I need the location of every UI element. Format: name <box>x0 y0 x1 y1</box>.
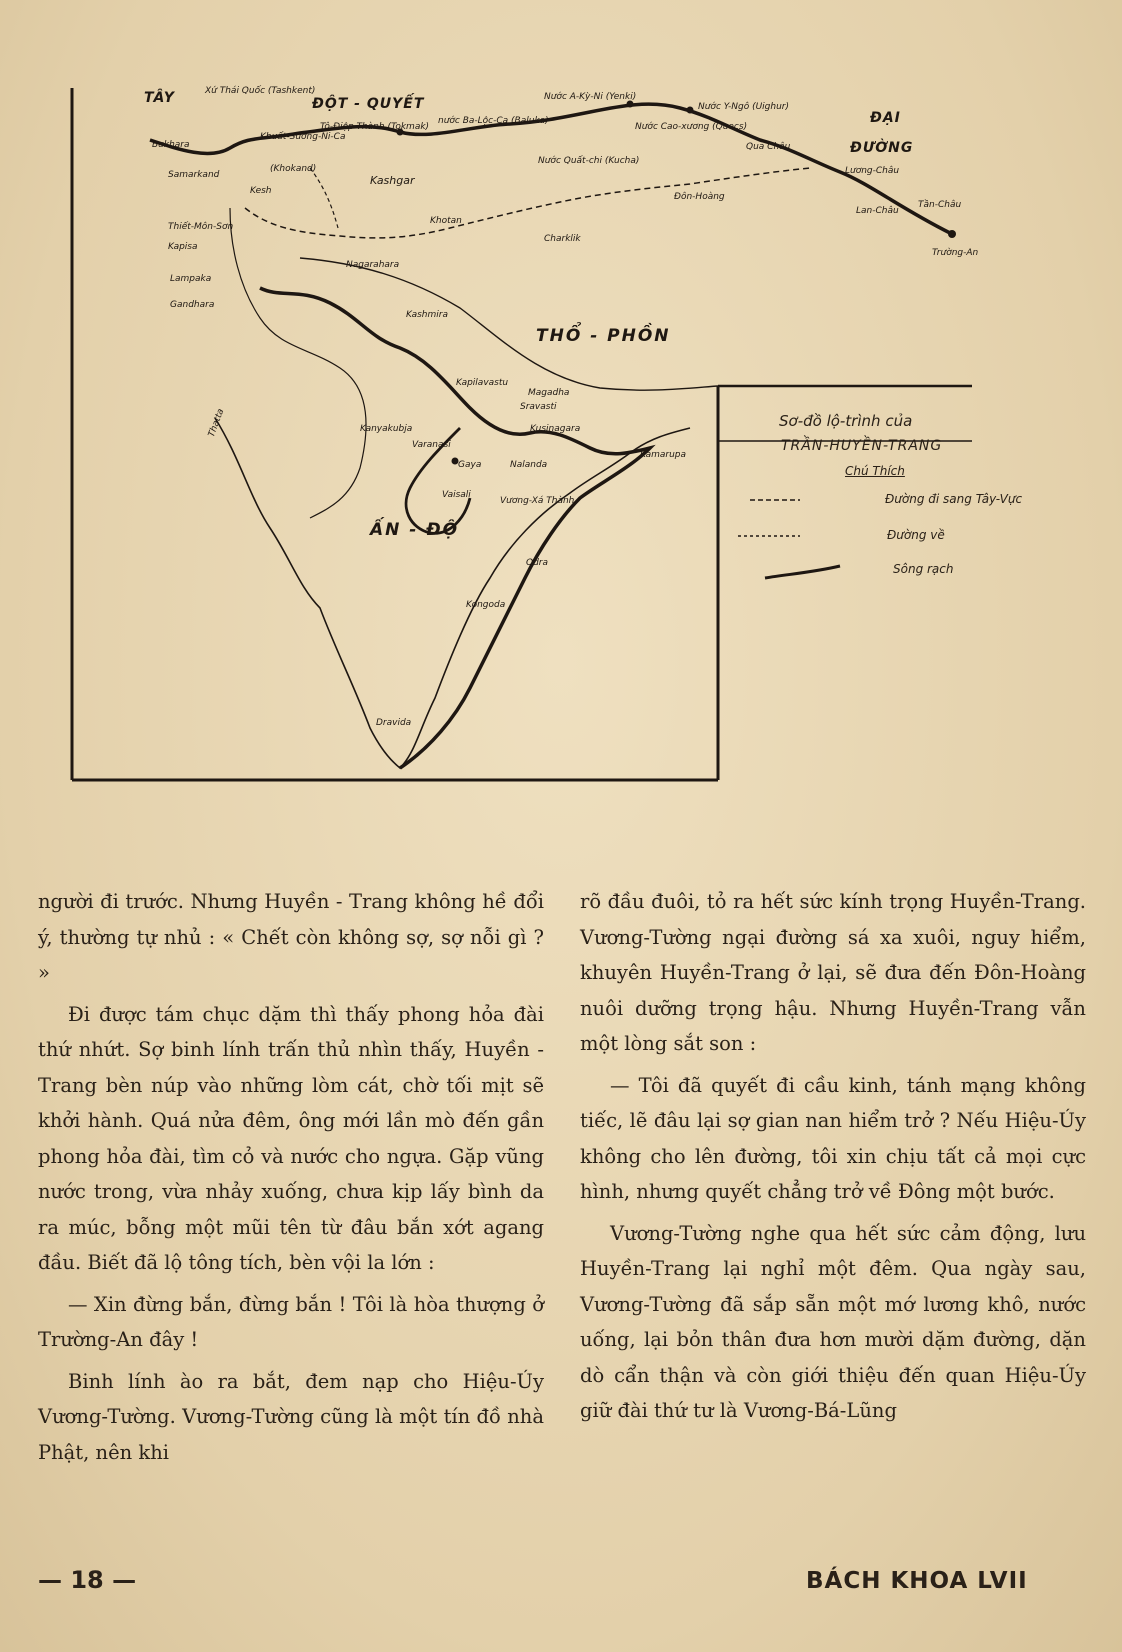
label-duong: ĐƯỜNG <box>850 140 914 156</box>
indus-river <box>230 208 366 518</box>
city-dot-uighur <box>687 107 694 114</box>
paragraph: rõ đầu đuôi, tỏ ra hết sức kính trọng Huyền-Trang. Vương-Tường ngại đường sá xa xuôi, nguy hiểm, khuyên Huyền-Trang ở lại, sẽ đưa đến Đôn-Hoàng nuôi dưỡng trọng hậu. Nhưng Huyền-Trang vẫn một lòng sắt son : <box>580 890 1086 1055</box>
label-thatta: Thatta <box>206 407 227 439</box>
label-kesh: Kesh <box>250 186 272 196</box>
city-dot-truong-an <box>948 230 956 238</box>
label-odra: Odra <box>526 558 549 568</box>
label-uighur: Nước Y-Ngô (Uighur) <box>698 102 790 112</box>
label-lan-chau: Lan-Châu <box>856 206 899 216</box>
legend-river: Sông rạch <box>893 562 954 576</box>
label-kashmira: Kashmira <box>406 310 448 320</box>
article-column-left <box>38 884 544 1476</box>
paragraph: Binh lính ào ra bắt, đem nạp cho Hiệu-Úy Vương-Tường. Vương-Tường cũng là một tín đồ nhà Phật, nên khi <box>38 1369 544 1464</box>
label-kapisa: Kapisa <box>168 242 198 252</box>
map-legend <box>775 406 1030 626</box>
label-kusinagara: Kusinagara <box>530 424 581 434</box>
label-dot-quyet: ĐỘT - QUYẾT <box>312 96 425 112</box>
label-kongoda: Kongoda <box>466 600 506 610</box>
label-kanyakubja: Kanyakubja <box>360 424 413 434</box>
label-quat-chi: Nước Quất-chi (Kucha) <box>538 156 640 166</box>
label-sravasti: Sravasti <box>520 402 557 412</box>
label-qua: Nước Cao-xương (Quocs) <box>635 122 748 132</box>
label-vuong-xa: Vương-Xá Thành <box>500 496 575 506</box>
route-branch <box>310 168 338 228</box>
label-charklik: Charklik <box>544 234 581 244</box>
label-kashgar: Kashgar <box>370 174 415 187</box>
label-khotan: Khotan <box>430 216 462 226</box>
label-gandhara: Gandhara <box>170 300 215 310</box>
label-lampaka: Lampaka <box>170 274 212 284</box>
paragraph: Đi được tám chục dặm thì thấy phong hỏa đài thứ nhứt. Sợ binh lính trấn thủ nhìn thấy, Huyền - Trang bèn núp vào những lòm cát, chờ tối mịt sẽ khởi hành. Quá nửa đêm, ông mới lần mò đến gần phong hỏa đài, tìm cỏ và nước cho ngựa. Gặp vũng nước trong, vừa nhảy xuống, chưa kịp lấy bình da ra múc, bỗng một mũi tên từ đâu bắn xớt agang đầu. Biết đã lộ tông tích, bèn vội la lớn : <box>38 1002 544 1274</box>
paragraph: — Tôi đã quyết đi cầu kinh, tánh mạng không tiếc, lẽ đâu lại sợ gian nan hiểm trở ? Nếu Hiệu-Úy không cho lên đường, tôi xin chịu tất cả mọi cực hình, nhưng quyết chẳng trở về Đông một bước. <box>580 1073 1086 1203</box>
label-samarkand: Samarkand <box>168 170 220 180</box>
route-south-dashed <box>245 168 810 238</box>
label-gaya: Gaya <box>458 460 482 470</box>
label-vaisali: Vaisali <box>442 490 471 500</box>
legend-name: TRẦN-HUYỀN-TRANG <box>781 438 943 454</box>
label-bukhara: Bukhara <box>152 140 190 150</box>
legend-route-go: Đường đi sang Tây-Vực <box>885 492 1023 506</box>
label-magadha: Magadha <box>528 388 570 398</box>
publication-name: BÁCH KHOA LVII <box>806 1568 1028 1594</box>
label-thiet-mon: Thiết-Môn-Sơn <box>168 222 234 232</box>
paragraph: người đi trước. Nhưng Huyền - Trang không hề đổi ý, thường tự nhủ : « Chết còn không sợ, sợ nỗi gì ? » <box>38 890 544 984</box>
label-tho-phon: THỔ - PHỒN <box>536 326 671 346</box>
label-don-hoang: Đôn-Hoàng <box>674 192 725 202</box>
label-dai: ĐẠI <box>870 110 901 126</box>
label-nagarahara: Nagarahara <box>346 260 400 270</box>
label-tan-chau: Tần-Châu <box>918 200 962 210</box>
paragraph: Vương-Tường nghe qua hết sức cảm động, lưu Huyền-Trang lại nghỉ một đêm. Qua ngày sau, Vương-Tường đã sắp sẵn một mớ lương khô, nước uống, lại bỏn thân đưa hơn mười dặm đường, dặn dò cẩn thận và còn giới thiệu đến quan Hiệu-Úy giữ đài thứ tư là Vương-Bá-Lũng <box>580 1221 1086 1422</box>
route-map <box>70 88 1030 826</box>
label-to-diep: Tô-Điệp-Thành (Tokmak) <box>320 122 430 132</box>
label-truong-an: Trường-An <box>932 248 979 258</box>
page-number: — 18 — <box>38 1566 137 1594</box>
label-kamarupa: Kamarupa <box>640 450 687 460</box>
label-nalanda: Nalanda <box>510 460 548 470</box>
label-khokand: (Khokand) <box>270 164 317 174</box>
paragraph: — Xin đừng bắn, đừng bắn ! Tôi là hòa thượng ở Trường-An đây ! <box>38 1292 544 1351</box>
label-an-do: ẤN - ĐỘ <box>370 520 460 540</box>
label-tay: TÂY <box>144 90 175 106</box>
label-khuat: Khuất-Sương-Ni-Ca <box>260 132 346 142</box>
label-tashkent: Xứ Thái Quốc (Tashkent) <box>205 86 316 96</box>
label-luong-chau: Lương-Châu <box>845 166 900 176</box>
label-akni: Nước A-Kỳ-Ni (Yenki) <box>544 92 637 102</box>
label-varanasi: Varanasi <box>412 440 451 450</box>
legend-subtitle: Chú Thích <box>845 464 905 478</box>
legend-route-back: Đường về <box>887 528 945 542</box>
label-kapilavastu: Kapilavastu <box>456 378 509 388</box>
article-column-right <box>580 884 1086 1435</box>
label-qua-chau: Qua Châu <box>746 142 791 152</box>
label-balaca: nước Ba-Lộc-Ca (Baluka) <box>438 116 549 126</box>
label-dravida: Dravida <box>376 718 412 728</box>
legend-title: Sơ-đồ lộ-trình của <box>779 412 913 430</box>
